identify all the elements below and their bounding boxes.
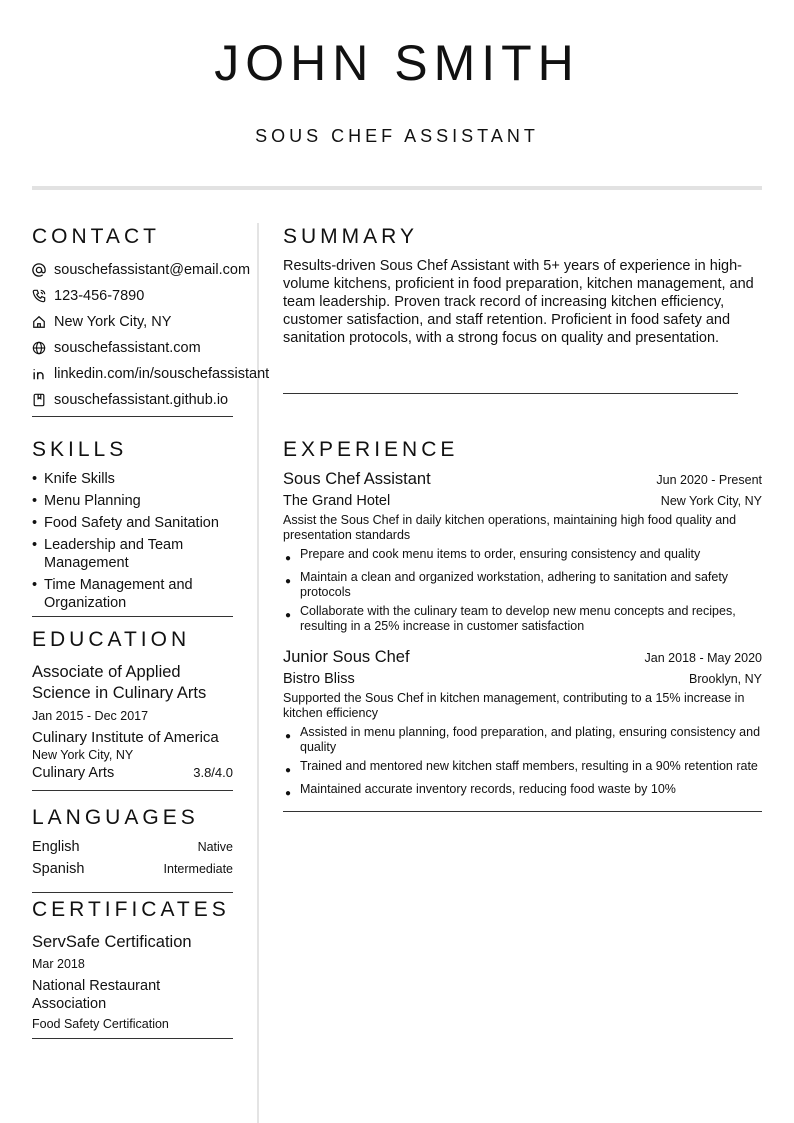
job-title: Sous Chef Assistant (283, 470, 431, 488)
home-icon (32, 315, 46, 329)
job-location: Brooklyn, NY (689, 672, 762, 686)
github-icon (32, 393, 46, 407)
contact-email[interactable] (32, 257, 251, 283)
list-item: ● Prepare and cook menu items to order, ensuring consistency and quality (285, 547, 701, 564)
contact-website[interactable] (32, 335, 233, 361)
contact-title: CONTACT (32, 225, 160, 248)
bullet-icon: ● (285, 731, 292, 742)
list-item: • Knife Skills (32, 471, 115, 487)
experience-section (283, 438, 762, 812)
bullet-icon: ● (285, 765, 292, 776)
globe-icon (32, 341, 46, 355)
certificate-date: Mar 2018 (32, 957, 85, 971)
bullet-icon: ● (285, 553, 292, 564)
contact-divider (32, 416, 233, 417)
contact-email-text: souschefassistant@email.com (54, 262, 251, 278)
job-description: Supported the Sous Chef in kitchen management, contributing to a 15% increase in kitchen efficiency (283, 691, 745, 720)
summary-title: SUMMARY (283, 225, 418, 248)
education-dates: Jan 2015 - Dec 2017 (32, 709, 149, 723)
language-level: Native (197, 840, 233, 854)
education-gpa: 3.8/4.0 (193, 765, 233, 780)
linkedin-icon (32, 367, 46, 381)
language-row (32, 839, 233, 861)
job-company: Bistro Bliss (283, 671, 355, 687)
contact-website-text: souschefassistant.com (54, 340, 201, 356)
job-dates: Jan 2018 - May 2020 (644, 651, 762, 665)
job-location: New York City, NY (660, 494, 762, 508)
list-item: ● Maintained accurate inventory records, reducing food waste by 10% (285, 782, 676, 799)
list-item: • Leadership and Team Management (32, 537, 184, 571)
phone-icon (32, 289, 46, 303)
job-bullets (283, 547, 762, 634)
list-item: ● Collaborate with the culinary team to develop new menu concepts and recipes, resulting in a 25% increase in customer satisfaction (285, 604, 736, 633)
bullet-icon: • (32, 515, 38, 531)
contact-linkedin-text: linkedin.com/in/souschefassistant (54, 366, 270, 382)
contact-location (32, 309, 233, 335)
job-dates: Jun 2020 - Present (656, 473, 762, 487)
certificates-divider (32, 1038, 233, 1039)
language-level: Intermediate (163, 862, 233, 876)
bullet-icon: • (32, 537, 38, 553)
languages-divider (32, 892, 233, 893)
resume-name: JOHN SMITH (214, 35, 580, 91)
bullet-icon: ● (285, 788, 292, 799)
education-divider (32, 790, 233, 791)
language-row (32, 861, 233, 883)
certificates-title: CERTIFICATES (32, 898, 230, 921)
job-entry (283, 470, 762, 634)
skills-title: SKILLS (32, 438, 128, 461)
job-description: Assist the Sous Chef in daily kitchen operations, maintaining high food quality and presentation standards (283, 513, 737, 542)
job-bullets (283, 725, 762, 801)
skills-section (32, 438, 233, 617)
job-title: Junior Sous Chef (283, 648, 410, 666)
language-name: Spanish (32, 861, 85, 877)
education-field: Culinary Arts (32, 765, 115, 781)
summary-divider (283, 393, 738, 394)
languages-title: LANGUAGES (32, 806, 199, 829)
contact-github-text: souschefassistant.github.io (54, 392, 229, 408)
education-degree: Associate of Applied Science in Culinary Arts (32, 663, 207, 702)
education-section (32, 628, 233, 791)
summary-text: Results-driven Sous Chef Assistant with 5+ years of experience in high-volume kitchens, proficient in food preparation, kitchen management, and team leadership. Proven track record of increasing kitchen efficiency, customer satisfaction, and staff retention. Proficient in food safety and sanitation protocols, with a strong focus on quality and presentation. (283, 258, 754, 346)
bullet-icon: ● (285, 576, 292, 587)
column-divider (257, 223, 259, 1123)
list-item: ● Maintain a clean and organized workstation, adhering to sanitation and safety protocols (285, 570, 729, 599)
job-company: The Grand Hotel (283, 493, 391, 509)
bullet-icon: • (32, 471, 38, 487)
education-title: EDUCATION (32, 628, 191, 651)
certificate-name: ServSafe Certification (32, 933, 192, 951)
header-divider (32, 186, 762, 190)
bullet-icon: • (32, 577, 38, 593)
bullet-icon: • (32, 493, 38, 509)
education-school: Culinary Institute of America (32, 729, 219, 746)
contact-github[interactable] (32, 387, 233, 413)
bullet-icon: ● (285, 610, 292, 621)
certificate-name: National Restaurant Association (32, 978, 161, 1012)
at-icon (32, 263, 46, 277)
experience-title: EXPERIENCE (283, 438, 459, 461)
resume-role: SOUS CHEF ASSISTANT (255, 126, 539, 146)
contact-phone-text: 123-456-7890 (54, 288, 145, 304)
contact-phone[interactable] (32, 283, 233, 309)
experience-divider (283, 811, 762, 812)
education-field-row (32, 765, 233, 781)
skills-divider (32, 616, 233, 617)
summary-section (283, 225, 762, 394)
language-name: English (32, 839, 80, 855)
job-entry (283, 648, 762, 801)
certificates-section (32, 898, 233, 1039)
list-item: • Time Management and Organization (32, 577, 193, 611)
list-item: ● Assisted in menu planning, food preparation, and plating, ensuring consistency and quality (285, 725, 761, 754)
list-item: • Food Safety and Sanitation (32, 515, 219, 531)
contact-location-text: New York City, NY (54, 314, 172, 330)
contact-linkedin[interactable] (32, 361, 270, 387)
list-item: ● Trained and mentored new kitchen staff members, resulting in a 90% retention rate (285, 759, 758, 776)
languages-section (32, 806, 233, 893)
education-location: New York City, NY (32, 748, 134, 762)
list-item: • Menu Planning (32, 493, 141, 509)
certificate-detail: Food Safety Certification (32, 1017, 169, 1031)
contact-section (32, 225, 270, 417)
